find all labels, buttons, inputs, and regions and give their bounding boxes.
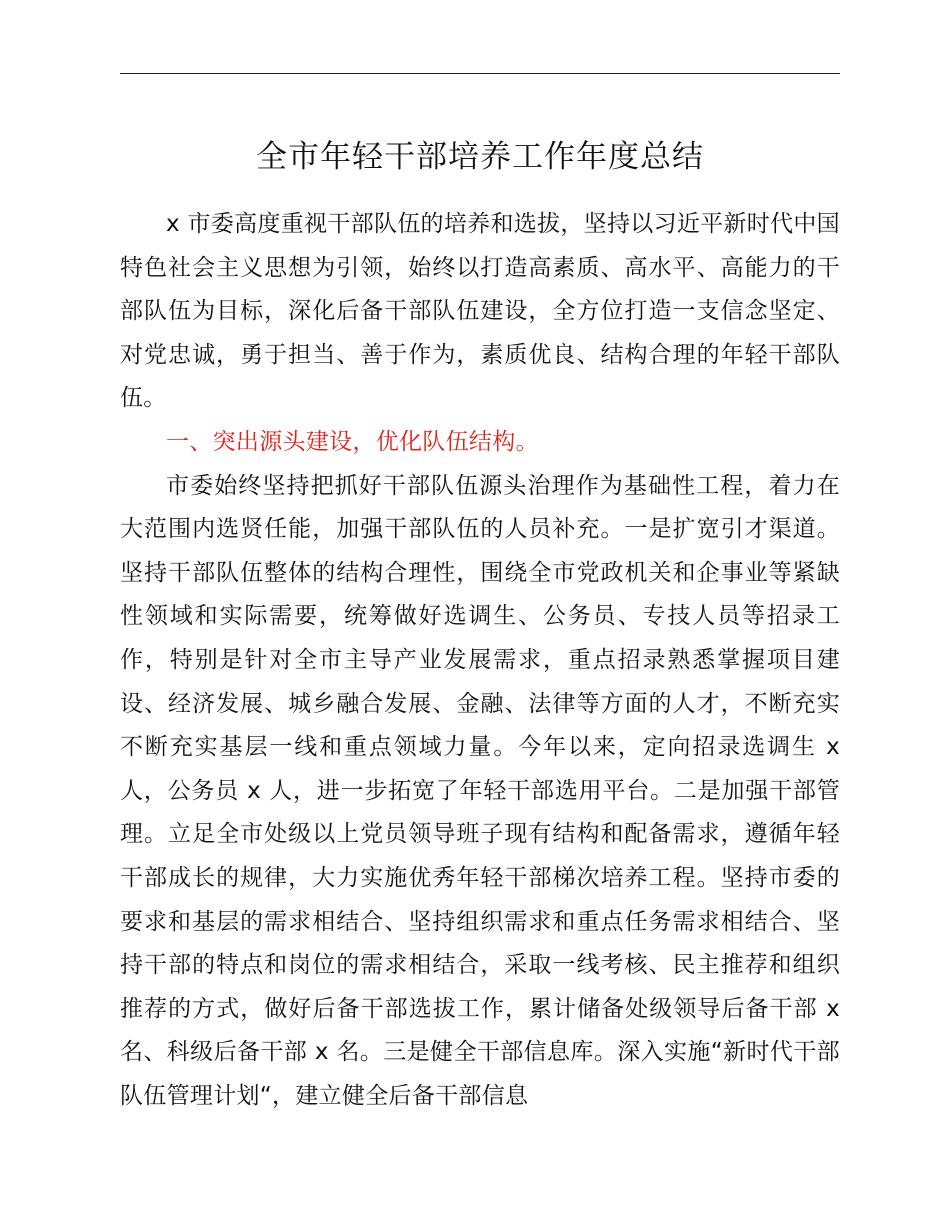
section-heading-1: 一、突出源头建设，优化队伍结构。 [166,428,539,455]
header-rule [120,73,840,74]
document-body [120,203,840,1118]
section-1-paragraph: 市委始终坚持把抓好干部队伍源头治理作为基础性工程，着力在大范围内选贤任能，加强干部队伍的人员补充。一是扩宽引才渠道。坚持干部队伍整体的结构合理性，围绕全市党政机关和企事业等紧缺性领域和实际需要，统筹做好选调生、公务员、专技人员等招录工作，特别是针对全市主导产业发展需求，重点招录熟悉掌握项目建设、经济发展、城乡融合发展、金融、法律等方面的人才，不断充实不断充实基层一线和重点领域力量。今年以来，定向招录选调生 x 人，公务员 x 人，进一步拓宽了年轻干部选用平台。二是加强干部管理。立足全市处级以上党员领导班子现有结构和配备需求，遵循年轻干部成长的规律，大力实施优秀年轻干部梯次培养工程。坚持市委的要求和基层的需求相结合、坚持组织需求和重点任务需求相结合、坚持干部的特点和岗位的需求相结合，采取一线考核、民主推荐和组织推荐的方式，做好后备干部选拔工作，累计储备处级领导后备干部 x 名、科级后备干部 x 名。三是健全干部信息库。深入实施“新时代干部队伍管理计划“，建立健全后备干部信息 [120,472,840,1109]
intro-paragraph: x 市委高度重视干部队伍的培养和选拔，坚持以习近平新时代中国特色社会主义思想为引领，始终以打造高素质、高水平、高能力的干部队伍为目标，深化后备干部队伍建设，全方位打造一支信念坚定、对党忠诚，勇于担当、善于作为，素质优良、结构合理的年轻干部队伍。 [120,211,840,412]
document-title: 全市年轻干部培养工作年度总结 [256,139,704,175]
